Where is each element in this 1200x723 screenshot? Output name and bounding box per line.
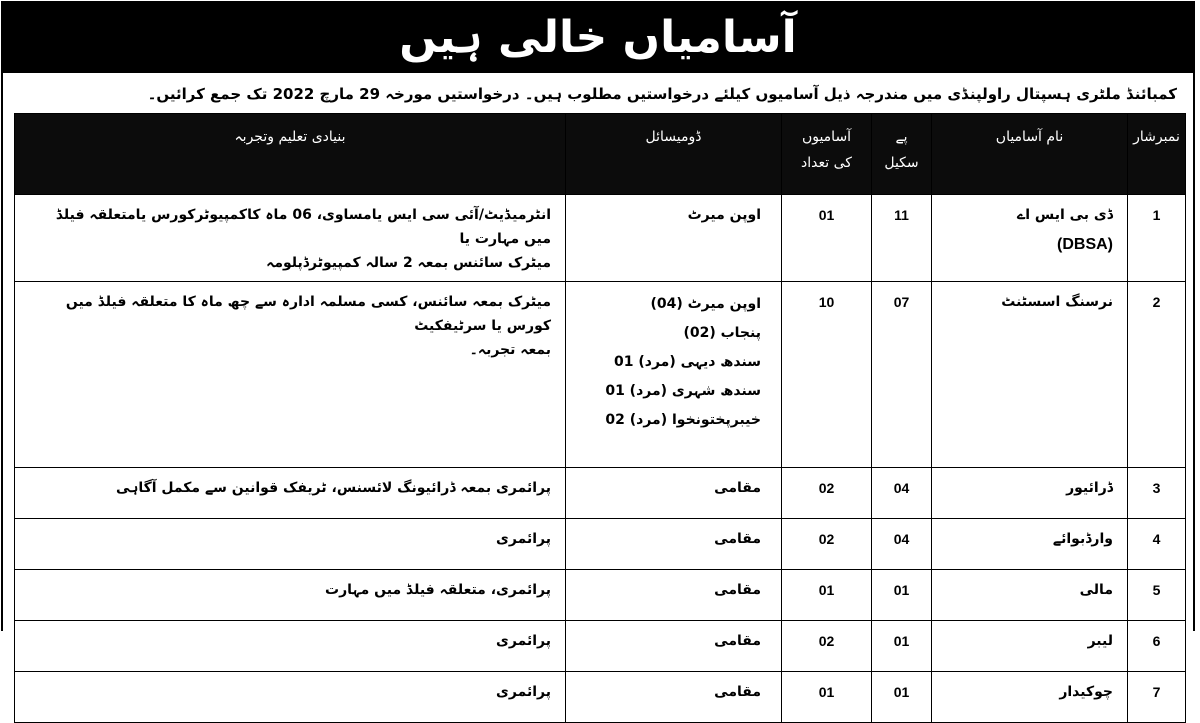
- cell-domicile: [566, 195, 782, 282]
- cell-scale: 11: [872, 195, 932, 282]
- cell-post: لیبر: [932, 621, 1128, 672]
- cell-qualification: پرائمری بمعہ ڈرائیونگ لائسنس، ٹریفک قوانین سے مکمل آگاہی: [15, 468, 566, 519]
- cell-serial: 3: [1128, 468, 1186, 519]
- table-row: [15, 282, 1186, 468]
- header-qualification: بنیادی تعلیم وتجربہ: [15, 114, 566, 195]
- cell-serial: 5: [1128, 570, 1186, 621]
- cell-serial: 6: [1128, 621, 1186, 672]
- qualification-line: میٹرک بمعہ سائنس، کسی مسلمہ ادارہ سے چھ ماہ کا متعلقہ فیلڈ میں کورس یا سرٹیفکیٹ: [65, 294, 551, 334]
- page-title: آسامیاں خالی ہیں: [399, 11, 797, 63]
- cell-domicile: مقامی: [566, 621, 782, 672]
- cell-domicile: مقامی: [566, 468, 782, 519]
- cell-qualification: پرائمری: [15, 621, 566, 672]
- cell-qualification: [15, 195, 566, 282]
- header-scale: [872, 114, 932, 195]
- cell-serial: 7: [1128, 672, 1186, 723]
- table-row: [15, 570, 1186, 621]
- cell-post: چوکیدار: [932, 672, 1128, 723]
- cell-scale: 04: [872, 519, 932, 570]
- post-name: ڈی بی ایس اے: [1017, 207, 1113, 223]
- cell-serial: 2: [1128, 282, 1186, 468]
- title-banner: [3, 1, 1193, 73]
- cell-post: [932, 282, 1128, 468]
- cell-serial: 4: [1128, 519, 1186, 570]
- post-name: نرسنگ اسسٹنٹ: [1001, 294, 1113, 310]
- header-serial: نمبرشار: [1128, 114, 1186, 195]
- post-abbreviation: (DBSA): [1057, 236, 1113, 253]
- header-scale-line: پے: [895, 129, 908, 145]
- table-row: [15, 672, 1186, 723]
- cell-qualification: [15, 282, 566, 468]
- cell-scale: 07: [872, 282, 932, 468]
- cell-post: ڈرائیور: [932, 468, 1128, 519]
- header-count-line: کی تعداد: [801, 155, 852, 171]
- table-row: [15, 519, 1186, 570]
- table-row: [15, 468, 1186, 519]
- header-post: نام آسامیاں: [932, 114, 1128, 195]
- cell-domicile: مقامی: [566, 672, 782, 723]
- qualification-line: انٹرمیڈیٹ/آئی سی ایس یامساوی، 06 ماہ کاکمپیوٹرکورس یامتعلقہ فیلڈ میں مہارت یا: [55, 207, 551, 247]
- cell-scale: 01: [872, 570, 932, 621]
- cell-qualification: پرائمری، متعلقہ فیلڈ میں مہارت: [15, 570, 566, 621]
- cell-scale: 01: [872, 672, 932, 723]
- domicile-line: سندھ دیہی (مرد) 01: [614, 354, 761, 370]
- cell-post: مالی: [932, 570, 1128, 621]
- cell-domicile: مقامی: [566, 519, 782, 570]
- intro-text: کمبائنڈ ملٹری ہسپتال راولپنڈی میں مندرجہ ذیل آسامیوں کیلئے درخواستیں مطلوب ہیں۔ درخواستیں مورخہ 29 مارچ 2022 تک جمع کرائیں۔: [147, 85, 1177, 103]
- cell-qualification: پرائمری: [15, 519, 566, 570]
- header-scale-line: سکیل: [884, 155, 919, 171]
- cell-count: 10: [782, 282, 872, 468]
- cell-scale: 04: [872, 468, 932, 519]
- header-domicile: ڈومیسائل: [566, 114, 782, 195]
- domicile-line: سندھ شہری (مرد) 01: [605, 383, 761, 399]
- table-header-row: [15, 114, 1186, 195]
- cell-serial: 1: [1128, 195, 1186, 282]
- cell-domicile: مقامی: [566, 570, 782, 621]
- qualification-line: بمعہ تجربہ۔: [469, 342, 551, 358]
- cell-scale: 01: [872, 621, 932, 672]
- table-row: [15, 621, 1186, 672]
- advertisement-frame: [1, 1, 1195, 700]
- domicile-line: خیبرپختونخوا (مرد) 02: [605, 412, 761, 428]
- cell-post: [932, 195, 1128, 282]
- vacancy-table: [14, 113, 1186, 723]
- cell-count: 01: [782, 195, 872, 282]
- cell-count: 02: [782, 621, 872, 672]
- cell-domicile: [566, 282, 782, 468]
- domicile-line: اوپن میرٹ: [687, 207, 761, 223]
- cell-post: وارڈبوائے: [932, 519, 1128, 570]
- cell-count: 01: [782, 570, 872, 621]
- table-row: [15, 195, 1186, 282]
- cell-count: 01: [782, 672, 872, 723]
- cell-qualification: پرائمری: [15, 672, 566, 723]
- header-count: [782, 114, 872, 195]
- domicile-line: پنجاب (02): [683, 325, 761, 341]
- domicile-line: اوپن میرٹ (04): [650, 296, 761, 312]
- cell-count: 02: [782, 519, 872, 570]
- cell-count: 02: [782, 468, 872, 519]
- header-count-line: آسامیوں: [801, 129, 852, 145]
- qualification-line: میٹرک سائنس بمعہ 2 سالہ کمپیوٹرڈپلومہ: [266, 255, 551, 271]
